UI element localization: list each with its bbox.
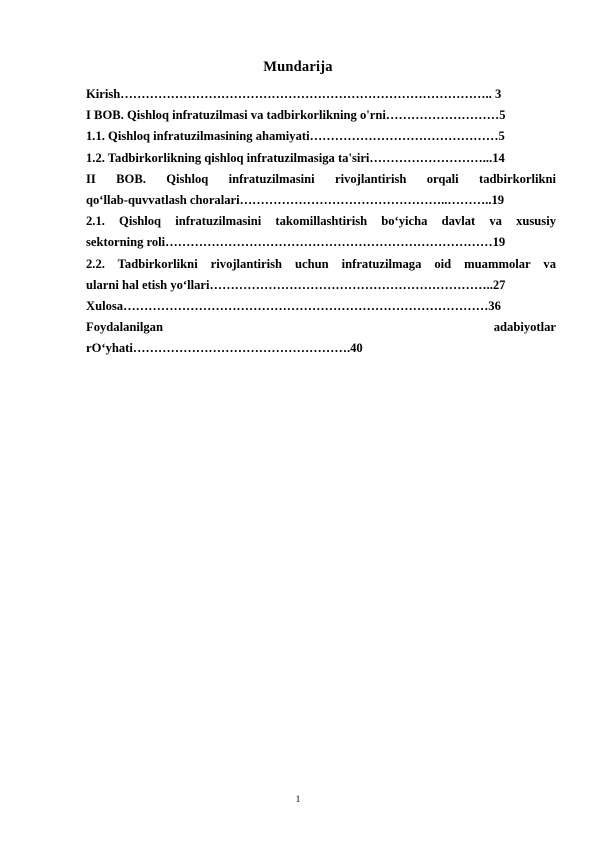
page-number: 1 xyxy=(295,795,301,805)
toc-line-introduction: Kirish…………………………………………………………………………….. 3 xyxy=(86,87,502,101)
toc-line-section-2-1-continued: sektorning roli……………………………………………………………………19 xyxy=(86,235,506,250)
toc-line-chapter-1: I BOB. Qishloq infratuzilmasi va tadbirkorlikning o'rni………………………5 xyxy=(86,108,506,123)
toc-line-section-1-2: 1.2. Tadbirkorlikning qishloq infratuzilmasiga ta'siri………………………...14 xyxy=(86,150,505,165)
toc-line-references: Foydalanilgan adabiyotlar xyxy=(86,320,556,335)
table-of-contents xyxy=(86,84,556,360)
toc-line-section-2-2-continued: ularni hal etish yo‘llari…………………………………………………………..27 xyxy=(86,277,506,292)
toc-line-chapter-2: II BOB. Qishloq infratuzilmasini rivojlantirish orqali tadbirkorlikni xyxy=(86,171,556,186)
toc-line-section-2-2: 2.2. Tadbirkorlikni rivojlantirish uchun infratuzilmaga oid muammolar va xyxy=(86,256,556,271)
page-title: Mundarija xyxy=(263,59,333,75)
toc-line-section-2-1: 2.1. Qishloq infratuzilmasini takomillashtirish bo‘yicha davlat va xususiy xyxy=(86,214,556,229)
toc-line-section-1-1: 1.1. Qishloq infratuzilmasining ahamiyati………………………………………5 xyxy=(86,129,505,144)
toc-line-chapter-2-continued: qo‘llab-quvvatlash choralari…………………………………………..………..19 xyxy=(86,193,505,208)
toc-line-references-continued: rO‘yhati…………………………………………….40 xyxy=(86,341,363,356)
toc-line-conclusion: Xulosa……………………………………………………………………………36 xyxy=(86,299,501,314)
